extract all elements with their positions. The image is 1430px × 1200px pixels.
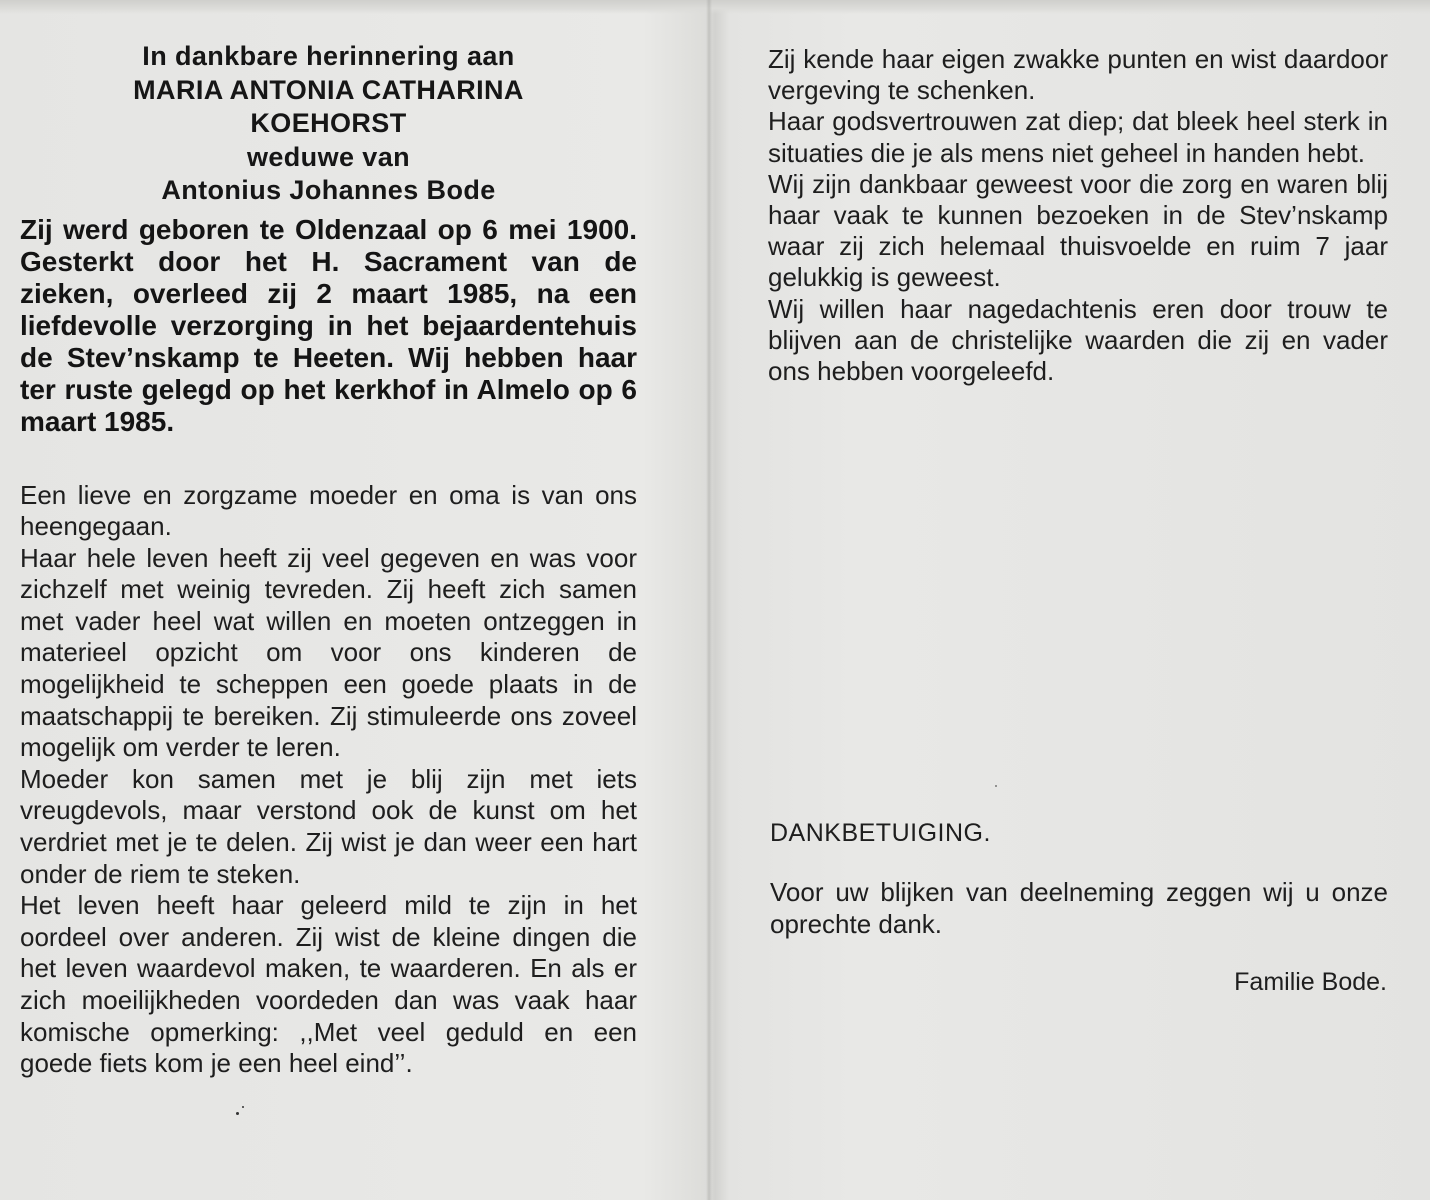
tribute-paragraph: Wij willen haar nagedachtenis eren door trouw te blijven aan de christelijke waarden die zij en vader ons hebben voorgeleefd. (768, 293, 1388, 387)
paper-speck (242, 1106, 244, 1108)
paper-speck (995, 785, 997, 787)
tribute-paragraph: Een lieve en zorgzame moeder en oma is van ons heengegaan. (20, 479, 637, 542)
tribute-paragraph: Haar hele leven heeft zij veel gegeven en was voor zichzelf met weinig tevreden. Zij heeft zich samen met vader heel wat willen en moeten ontzeggen in materieel opzicht om voor ons kinderen de mogelijkheid te scheppen een goede plaats in de maatschappij te bereiken. Zij stimuleerde ons zoveel mogelijk om verder te leren. (20, 542, 637, 763)
tribute-paragraph: Moeder kon samen met je blij zijn met iets vreugdevols, maar verstond ook de kunst om het verdriet met je te delen. Zij wist je dan weer een hart onder de riem te steken. (20, 763, 637, 889)
acknowledgement-heading: DANKBETUIGING. (770, 819, 991, 847)
memorial-header (20, 40, 637, 208)
tribute-paragraph: Wij zijn dankbaar geweest voor die zorg en waren blij haar vaak te kunnen bezoeken in de Stev’nskamp waar zij zich helemaal thuisvoelde en ruim 7 jaar gelukkig is geweest. (768, 168, 1388, 293)
tribute-paragraph: Het leven heeft haar geleerd mild te zijn in het oordeel over anderen. Zij wist de kleine dingen die het leven waardevol maken, te waarderen. En als er zich moeilijkheden voordeden dan was vaak haar komische opmerking: ,,Met veel geduld en een goede fiets kom je een heel eind’’. (20, 890, 637, 1079)
relation-label: weduwe van (246, 141, 411, 172)
deceased-name-line-1: MARIA ANTONIA CATHARINA (133, 74, 524, 105)
header-intro: In dankbare herinnering aan (142, 41, 515, 71)
family-signature: Familie Bode. (1234, 968, 1387, 996)
tribute-left (20, 480, 637, 1080)
paper-top-edge (0, 0, 1430, 14)
right-panel (768, 44, 1388, 387)
acknowledgement-text: Voor uw blijken van deelneming zeggen wij u onze oprechte dank. (770, 877, 1388, 939)
tribute-paragraph: Zij kende haar eigen zwakke punten en wist daardoor vergeving te schenken. (768, 44, 1388, 106)
left-panel (20, 40, 637, 1080)
life-dates-paragraph: Zij werd geboren te Oldenzaal op 6 mei 1900. Gesterkt door het H. Sacrament van de zieken, overleed zij 2 maart 1985, na een liefdevolle verzorging in het bejaardentehuis de Stev’nskamp te Heeten. Wij hebben haar ter ruste gelegd op het kerkhof in Almelo op 6 maart 1985. (20, 213, 637, 437)
card-fold-line (706, 0, 712, 1200)
paper-speck (236, 1112, 239, 1115)
spouse-name: Antonius Johannes Bode (161, 175, 496, 205)
deceased-name-line-2: KOEHORST (250, 108, 407, 138)
tribute-right (768, 44, 1388, 387)
tribute-paragraph: Haar godsvertrouwen zat diep; dat bleek heel sterk in situaties die je als mens niet geheel in handen hebt. (768, 106, 1388, 168)
